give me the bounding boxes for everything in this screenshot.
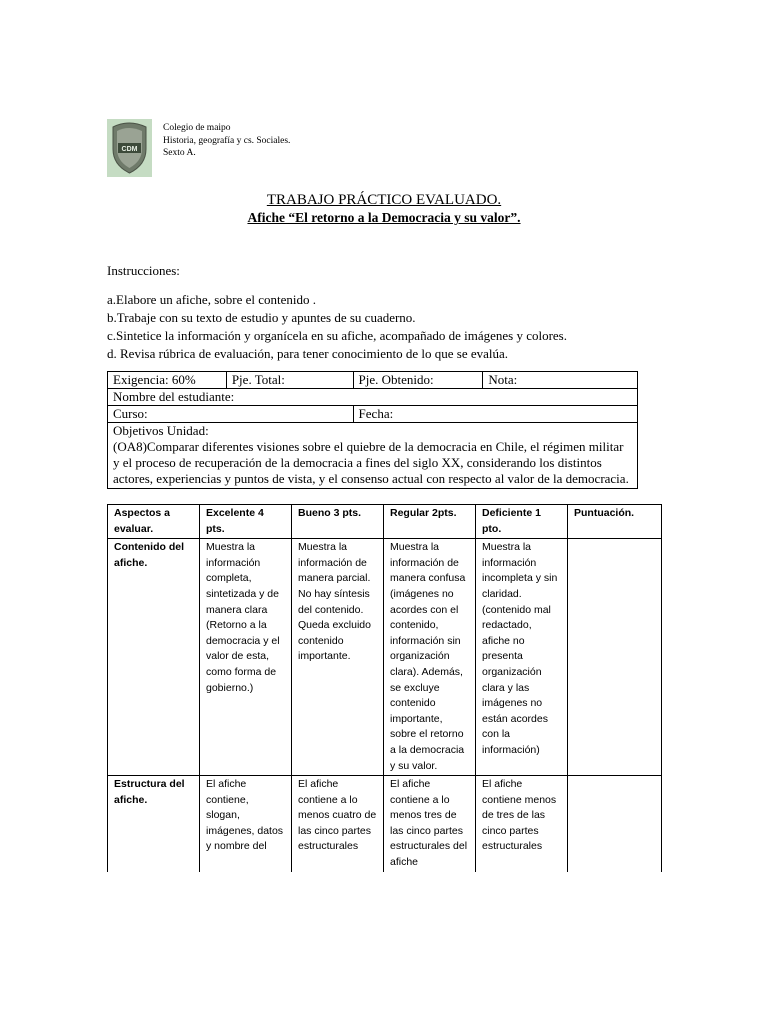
title-block	[0, 191, 768, 226]
rubric-cell: Muestra la información de manera parcial. No hay síntesis del contenido. Queda excluido contenido importante.	[292, 539, 384, 776]
rubric-cell	[476, 776, 568, 873]
score-cell[interactable]	[568, 539, 662, 776]
rubric-cell	[292, 776, 384, 873]
school-crest-icon	[107, 119, 152, 177]
score-cell[interactable]	[568, 776, 662, 873]
school-header	[163, 122, 290, 160]
svg-text:CDM: CDM	[121, 146, 138, 153]
rubric-table	[107, 504, 662, 872]
table-row	[108, 389, 638, 406]
instruction-item: c.Sintetice la información y organícela en su afiche, acompañado de imágenes y colores.	[107, 328, 567, 343]
document-title: TRABAJO PRÁCTICO EVALUADO.	[266, 192, 502, 208]
rubric-cell-text: El afiche contiene, slogan, imágenes, datos y nombre del	[206, 778, 284, 853]
table-row	[108, 423, 638, 489]
rubric-cell: Muestra la información completa, sintetizada y de manera clara (Retorno a la democracia y el valor de esta, como forma de gobierno.)	[200, 539, 292, 776]
table-row	[108, 406, 638, 423]
exigencia-cell: Exigencia: 60%	[108, 372, 227, 389]
school-name: Colegio de maipo	[163, 123, 231, 133]
rubric-header: Deficiente 1 pto.	[476, 505, 568, 539]
student-name-field[interactable]: Nombre del estudiante:	[108, 389, 638, 406]
course-field[interactable]: Curso:	[108, 406, 354, 423]
pje-total-field[interactable]: Pje. Total:	[226, 372, 353, 389]
rubric-header: Bueno 3 pts.	[292, 505, 384, 539]
rubric-header: Regular 2pts.	[384, 505, 476, 539]
table-row	[108, 776, 662, 873]
instruction-item: a.Elabore un afiche, sobre el contenido .	[107, 292, 316, 307]
score-cell-text	[574, 777, 655, 871]
rubric-cell-text: El afiche contiene a lo menos tres de las cinco partes estructurales del afiche	[390, 778, 468, 869]
nota-field[interactable]: Nota:	[483, 372, 638, 389]
rubric-cell-text: El afiche contiene a lo menos cuatro de las cinco partes estructurales	[298, 778, 377, 853]
grade-name: Sexto A.	[163, 148, 196, 158]
rubric-aspect: Contenido del afiche.	[108, 539, 200, 776]
rubric-cell	[384, 776, 476, 873]
instruction-item: b.Trabaje con su texto de estudio y apuntes de su cuaderno.	[107, 310, 416, 325]
date-field[interactable]: Fecha:	[353, 406, 637, 423]
school-logo	[107, 119, 152, 177]
rubric-cell: Muestra la información de manera confusa (imágenes no acordes con el contenido, información sin organización clara). Además, se excluye contenido importante, sobre el retorno a la democracia y su valor.	[384, 539, 476, 776]
objectives-text: (OA8)Comparar diferentes visiones sobre el quiebre de la democracia en Chile, el régimen militar y el proceso de recuperación de la democracia a fines del siglo XX, considerando los distintos actores, experiencias y puntos de vista, y el consenso actual con respecto al valor de la democracia.	[113, 439, 629, 486]
document-subtitle: Afiche “El retorno a la Democracia y su valor”.	[247, 210, 521, 225]
rubric-header: Aspectos a evaluar.	[108, 505, 200, 539]
instructions-list	[107, 291, 567, 363]
instructions-heading: Instrucciones:	[107, 263, 180, 278]
student-info-table	[107, 371, 638, 489]
table-row	[108, 372, 638, 389]
rubric-header-row	[108, 505, 662, 539]
rubric-cell	[200, 776, 292, 873]
rubric-aspect	[108, 776, 200, 873]
objectives-heading: Objetivos Unidad:	[113, 423, 209, 438]
instruction-item: d. Revisa rúbrica de evaluación, para tener conocimiento de lo que se evalúa.	[107, 346, 509, 361]
objectives-cell	[108, 423, 638, 489]
pje-obtenido-field[interactable]: Pje. Obtenido:	[353, 372, 483, 389]
table-row	[108, 539, 662, 776]
rubric-aspect-text: Estructura del afiche.	[114, 778, 185, 806]
rubric-cell-text: El afiche contiene menos de tres de las cinco partes estructurales	[482, 778, 557, 853]
rubric-header: Puntuación.	[568, 505, 662, 539]
rubric-header: Excelente 4 pts.	[200, 505, 292, 539]
rubric-cell: Muestra la información incompleta y sin claridad. (contenido mal redactado, afiche no presenta organización clara y las imágenes no están acordes con la información)	[476, 539, 568, 776]
subject-name: Historia, geografía y cs. Sociales.	[163, 135, 291, 146]
